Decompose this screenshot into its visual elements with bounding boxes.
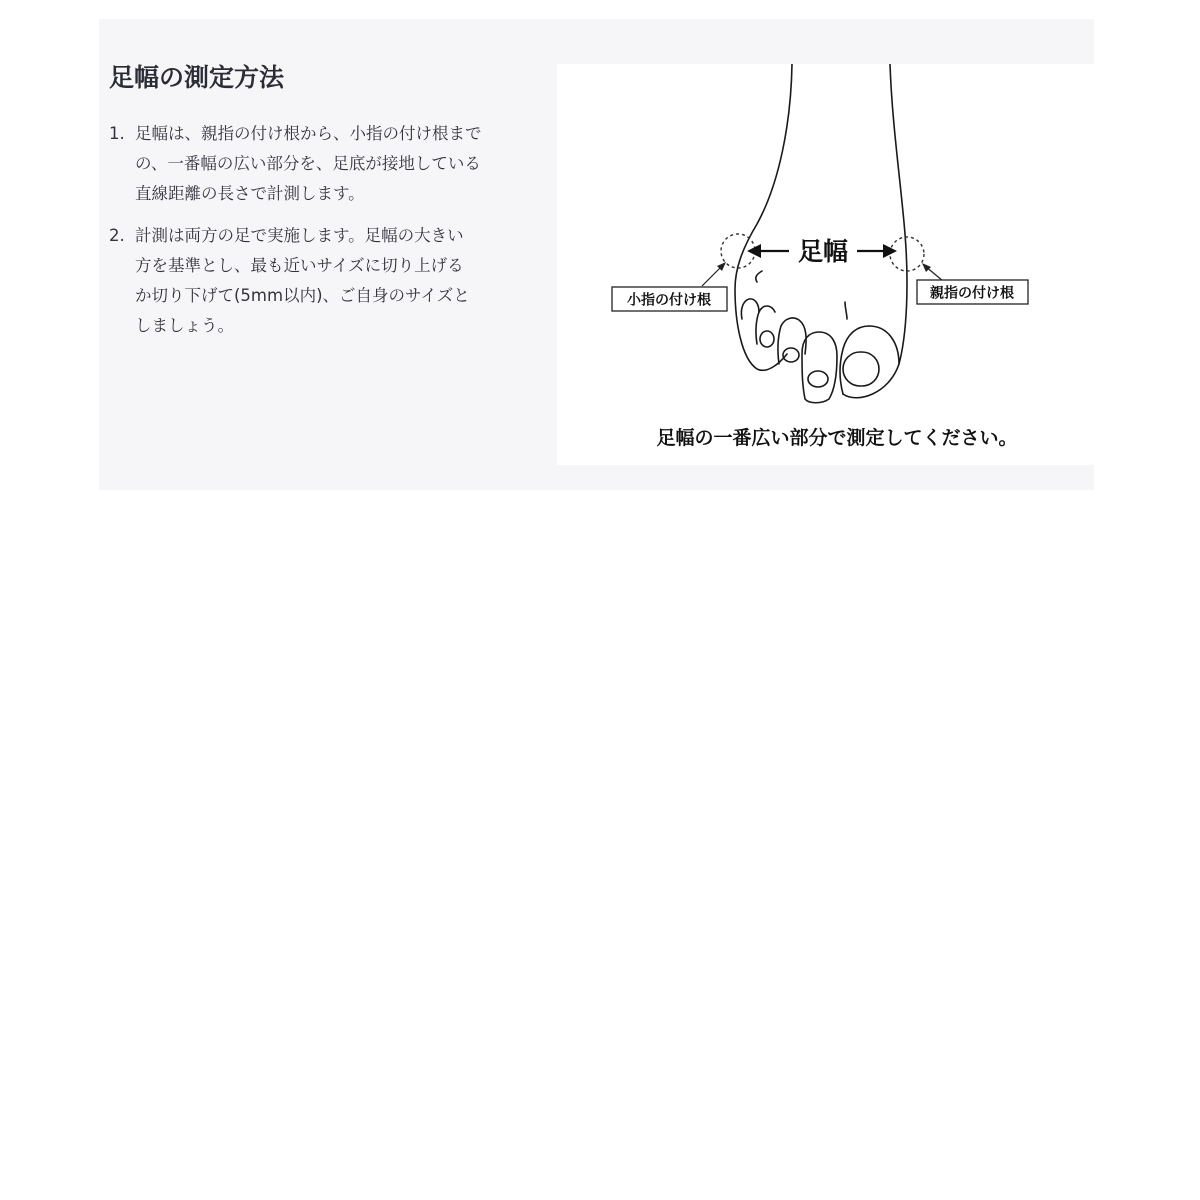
step-text-line: しましょう。 xyxy=(135,316,234,335)
step-number: 1. xyxy=(109,124,125,143)
foot-diagram xyxy=(557,64,1094,465)
instruction-step-2 xyxy=(109,221,529,341)
foot-width-section xyxy=(99,19,1094,490)
width-label: 足幅 xyxy=(797,237,849,266)
step-text-line: の、一番幅の広い部分を、足底が接地している xyxy=(135,154,481,173)
foot-outline xyxy=(735,64,907,403)
step-text-line: 計測は両方の足で実施します。足幅の大きい xyxy=(135,226,464,245)
step-text-line: 方を基準とし、最も近いサイズに切り上げる xyxy=(135,256,464,275)
instruction-step-1 xyxy=(109,119,529,209)
instruction-list xyxy=(109,119,529,353)
step-number: 2. xyxy=(109,226,125,245)
step-text-line: 直線距離の長さで計測します。 xyxy=(135,184,365,203)
big-toe-label: 親指の付け根 xyxy=(930,285,1014,302)
figure-caption: 足幅の一番広い部分で測定してください。 xyxy=(656,427,1018,449)
little-toe-label: 小指の付け根 xyxy=(627,292,711,309)
step-text-line: 足幅は、親指の付け根から、小指の付け根まで xyxy=(135,124,482,143)
section-title: 足幅の測定方法 xyxy=(109,63,285,92)
foot-width-illustration xyxy=(557,64,1094,465)
big-toe-nail xyxy=(843,352,879,386)
step-text-line: か切り下げて(5mm以内)、ご自身のサイズと xyxy=(135,286,470,305)
